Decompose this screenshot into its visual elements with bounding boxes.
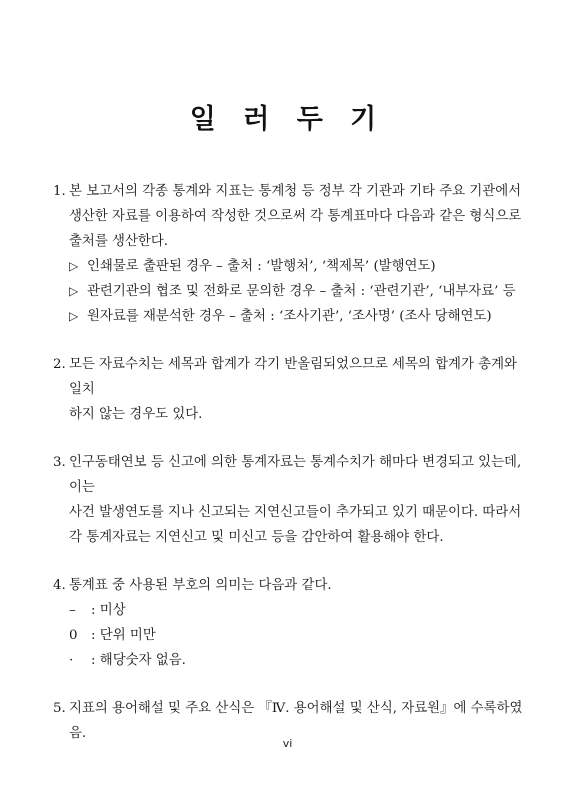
note-number: 5. — [53, 701, 66, 716]
note-text: 출처를 생산한다. — [69, 234, 169, 249]
symbol-legend-item — [69, 598, 533, 623]
note-text: 본 보고서의 각종 통계와 지표는 통계청 등 정부 각 기관과 기타 주요 기관에서 — [69, 184, 522, 199]
note-number: 4. — [53, 578, 66, 593]
symbol-mark: 0 — [69, 628, 78, 643]
symbol-meaning: : 단위 미만 — [91, 628, 156, 643]
note-number: 3. — [53, 455, 66, 470]
triangle-bullet-icon: ▷ — [69, 284, 79, 298]
note-number: 1. — [53, 184, 66, 199]
symbol-meaning: : 해당숫자 없음. — [91, 653, 186, 668]
note-text: 통계표 중 사용된 부호의 의미는 다음과 같다. — [69, 578, 332, 593]
notes-list — [53, 179, 533, 746]
note-text: 지표의 용어해설 및 주요 산식은 『Ⅳ. 용어해설 및 산식, 자료원』에 수록하였음. — [69, 701, 523, 741]
note-item-3 — [53, 450, 533, 550]
page-number: vi — [282, 737, 293, 750]
symbol-mark: – — [69, 603, 76, 618]
note-item-2 — [53, 352, 533, 427]
triangle-bullet-icon: ▷ — [69, 309, 79, 323]
note-number: 2. — [53, 357, 66, 372]
source-format-item — [69, 304, 533, 329]
symbol-legend-item — [69, 648, 533, 673]
source-format-item — [69, 279, 533, 304]
symbol-legend-item — [69, 623, 533, 648]
note-text: 생산한 자료를 이용하여 작성한 것으로써 각 통계표마다 다음과 같은 형식으로 — [69, 209, 522, 224]
page-title: 일 러 두 기 — [189, 104, 386, 135]
note-item-4 — [53, 573, 533, 673]
source-format-text: 관련기관의 협조 및 전화로 문의한 경우 – 출처 : ‘관련기관’, ‘내부자료’ 등 — [87, 284, 516, 299]
note-item-1 — [53, 179, 533, 329]
note-text: 하지 않는 경우도 있다. — [69, 407, 203, 422]
source-format-text: 원자료를 재분석한 경우 – 출처 : ‘조사기관’, ‘조사명’ (조사 당해연도) — [87, 309, 492, 324]
note-text: 각 통계자료는 지연신고 및 미신고 등을 감안하여 활용해야 한다. — [69, 530, 444, 545]
triangle-bullet-icon: ▷ — [69, 259, 79, 273]
symbol-mark: · — [69, 653, 74, 668]
source-format-item — [69, 254, 533, 279]
source-format-text: 인쇄물로 출판된 경우 – 출처 : ‘발행처’, ‘책제목’ (발행연도) — [87, 259, 436, 274]
symbol-meaning: : 미상 — [91, 603, 126, 618]
note-text: 모든 자료수치는 세목과 합계가 각기 반올림되었으므로 세목의 합계가 총계와 일치 — [69, 357, 517, 397]
note-text: 사건 발생연도를 지나 신고되는 지연신고들이 추가되고 있기 때문이다. 따라서 — [69, 505, 522, 520]
note-text: 인구동태연보 등 신고에 의한 통계자료는 통계수치가 해마다 변경되고 있는데, 이는 — [69, 455, 522, 495]
